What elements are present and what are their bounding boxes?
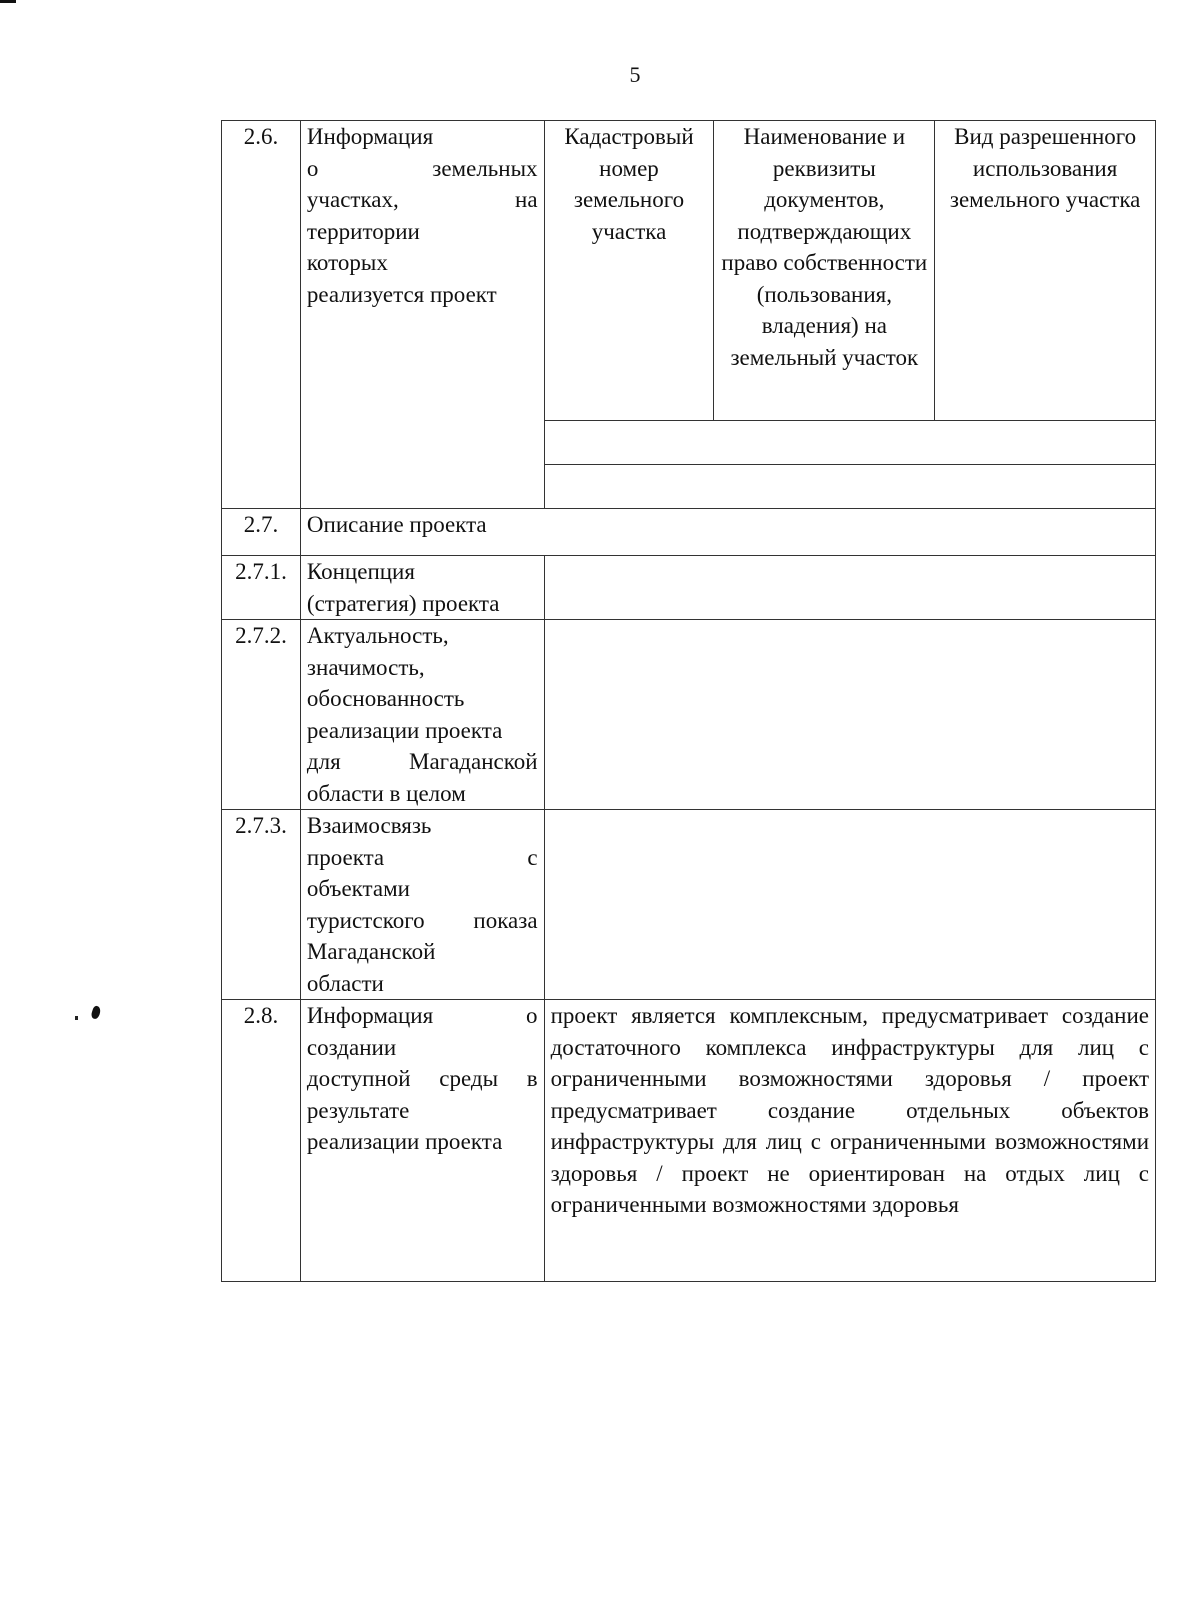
table-row (222, 620, 1156, 810)
row-number: 2.7.2. (222, 620, 301, 810)
column-header-permitted-use: Вид разрешенного использования земельного участка (935, 121, 1156, 421)
column-header-cadastral-number: Кадастровый номер земельного участка (544, 121, 714, 421)
row-title-accessible-environment: Информация о создании доступной среды в результате реализации проекта (300, 1000, 544, 1282)
concept-value-cell[interactable] (544, 556, 1155, 620)
project-info-table (221, 120, 1156, 1282)
land-plot-entry-cell[interactable] (544, 421, 1155, 465)
table-row (222, 1000, 1156, 1282)
accessible-environment-value: проект является комплексным, предусматривает создание достаточного комплекса инфраструктуры для лиц с ограниченными возможностями здоровья / проект предусматривает создание отдельных объектов инфраструктуры для лиц с ограниченными возможностями здоровья / проект не ориентирован на отдых лиц с ограниченными возможностями здоровья (544, 1000, 1155, 1282)
table-row (222, 121, 1156, 421)
page-number: 5 (629, 62, 641, 87)
land-plot-entry-cell[interactable] (544, 465, 1155, 509)
scan-artifact (90, 1005, 102, 1020)
row-number: 2.8. (222, 1000, 301, 1282)
table-row (222, 509, 1156, 556)
table-row (222, 810, 1156, 1000)
row-title-land-plots: Информация о земельных участках, на территории которых реализуется проект (300, 121, 544, 509)
section-title-project-description: Описание проекта (300, 509, 1155, 556)
row-title-concept: Концепция (стратегия) проекта (300, 556, 544, 620)
row-title-tourist-sites-link: Взаимосвязь проекта с объектами туристского показа Магаданской области (300, 810, 544, 1000)
scan-artifact (0, 0, 16, 3)
column-header-ownership-documents: Наименование и реквизиты документов, подтверждающих право собственности (пользования, владения) на земельный участок (714, 121, 935, 421)
table-row (222, 556, 1156, 620)
row-number: 2.7. (222, 509, 301, 556)
relevance-value-cell[interactable] (544, 620, 1155, 810)
row-number: 2.7.1. (222, 556, 301, 620)
scan-artifact (75, 1016, 78, 1020)
row-number: 2.7.3. (222, 810, 301, 1000)
tourist-sites-value-cell[interactable] (544, 810, 1155, 1000)
row-title-relevance: Актуальность, значимость, обоснованность реализации проекта для Магаданской области в целом (300, 620, 544, 810)
row-number: 2.6. (222, 121, 301, 509)
